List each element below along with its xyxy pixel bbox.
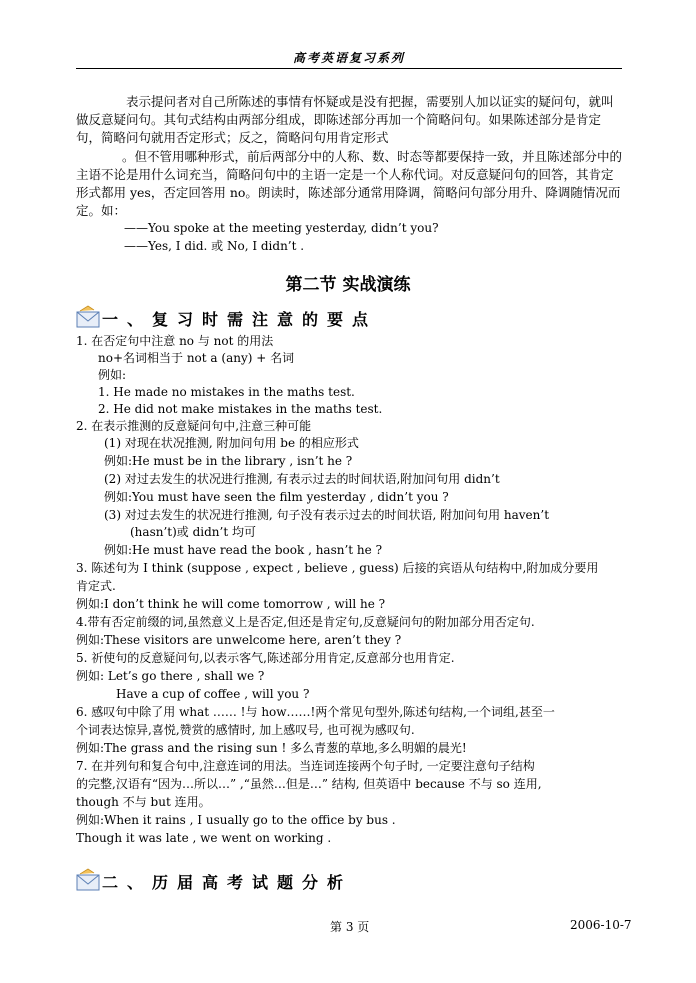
point-1: 1. 在否定句中注意 no 与 not 的用法: [76, 334, 274, 348]
envelope-icon: [76, 305, 102, 329]
example-sentence: 例如:I don’t think he will come tomorrow , will he ?: [76, 597, 386, 611]
point-2-case-3: (3) 对过去发生的状况进行推测, 句子没有表示过去的时间状语, 附加问句用 haven’t: [104, 508, 550, 522]
point-2-case-2: (2) 对过去发生的状况进行推测, 有表示过去的时间状语,附加问句用 didn’t: [104, 472, 500, 486]
point-6-continued: 个词表达惊异,喜悦,赞赏的感情时, 加上感叹号, 也可视为感叹句.: [76, 723, 415, 737]
point-4: 4.带有否定前缀的词,虽然意义上是否定,但还是肯定句,反意疑问句的附加部分用否定句.: [76, 615, 535, 629]
point-6: 6. 感叹句中除了用 what …… !与 how……!两个常见句型外,陈述句结构,一个词组,甚至一: [76, 705, 555, 719]
example-sentence: 例如:You must have seen the film yesterday , didn’t you ?: [104, 490, 449, 504]
example-sentence: Have a cup of coffee , will you ?: [116, 687, 310, 701]
point-7-continued: though 不与 but 连用。: [76, 795, 211, 809]
example-question: ——You spoke at the meeting yesterday, didn’t you?: [124, 221, 439, 235]
example-answer: ——Yes, I did. 或 No, I didn’t .: [124, 239, 305, 253]
point-5: 5. 祈使句的反意疑问句,以表示客气,陈述部分用肯定,反意部分也用肯定.: [76, 651, 455, 665]
point-3: 3. 陈述句为 I think (suppose , expect , believe , guess) 后接的宾语从句结构中,附加成分要用: [76, 561, 599, 575]
running-header: 高考英语复习系列: [292, 51, 405, 65]
subsection-2-title: 二、历届高考试题分析: [102, 873, 353, 892]
subsection-2-heading: [76, 868, 622, 896]
point-2-case-3-continued: (hasn’t)或 didn’t 均可: [130, 525, 256, 539]
point-2: 2. 在表示推测的反意疑问句中,注意三种可能: [76, 419, 312, 433]
example-sentence: 例如:These visitors are unwelcome here, aren’t they ?: [76, 633, 402, 647]
intro-paragraph-continued: 。但不管用哪种形式，前后两部分中的人称、数、时态等都要保持一致，并且陈述部分中的主语不论是用什么词充当，简略问句中的主语一定是一个人称代词。对反意疑问句的回答，其肯定形式都用 yes，否定回答用 no。朗读时，陈述部分通常用降调，简略问句部分用升、降调随情况而定。如：: [76, 149, 623, 218]
intro-paragraph: 表示提问者对自己所陈述的事情有怀疑或是没有把握，需要别人加以证实的疑问句，就叫做反意疑问句。其句式结构由两部分组成，即陈述部分再加一个简略问句。如果陈述部分是肯定句，简略问句就用否定形式；反之，简略问句用肯定形式: [76, 94, 614, 145]
example-sentence: 1. He made no mistakes in the maths test.: [98, 385, 355, 399]
point-7: 7. 在并列句和复合句中,注意连词的用法。当连词连接两个句子时, 一定要注意句子结构: [76, 759, 535, 773]
example-sentence: 例如:When it rains , I usually go to the office by bus .: [76, 813, 396, 827]
example-sentence: 例如:He must be in the library , isn’t he ?: [104, 454, 353, 468]
point-7-continued: 的完整,汉语有“因为…所以…” ,“虽然…但是…” 结构, 但英语中 because 不与 so 连用,: [76, 777, 542, 791]
envelope-icon: [76, 868, 102, 892]
point-1-rule: no+名词相当于 not a (any) + 名词: [98, 351, 295, 365]
example-sentence: 例如: Let’s go there , shall we ?: [76, 669, 265, 683]
footer-date: 2006-10-7: [570, 918, 632, 932]
section-heading: 第二节 实战演练: [285, 275, 411, 295]
header-rule: [76, 68, 622, 69]
subsection-1-heading: [76, 305, 622, 333]
example-sentence: 例如:The grass and the rising sun ! 多么青葱的草地,多么明媚的晨光!: [76, 741, 467, 755]
example-label: 例如:: [98, 368, 127, 382]
example-sentence: 例如:He must have read the book , hasn’t he ?: [104, 543, 383, 557]
page-number: 第 3 页: [330, 920, 370, 934]
subsection-1-title: 一、复习时需注意的要点: [102, 310, 378, 329]
example-sentence: 2. He did not make mistakes in the maths test.: [98, 402, 383, 416]
point-2-case-1: (1) 对现在状况推测, 附加问句用 be 的相应形式: [104, 436, 359, 450]
point-3-continued: 肯定式.: [76, 579, 116, 593]
example-sentence: Though it was late , we went on working .: [76, 831, 332, 845]
